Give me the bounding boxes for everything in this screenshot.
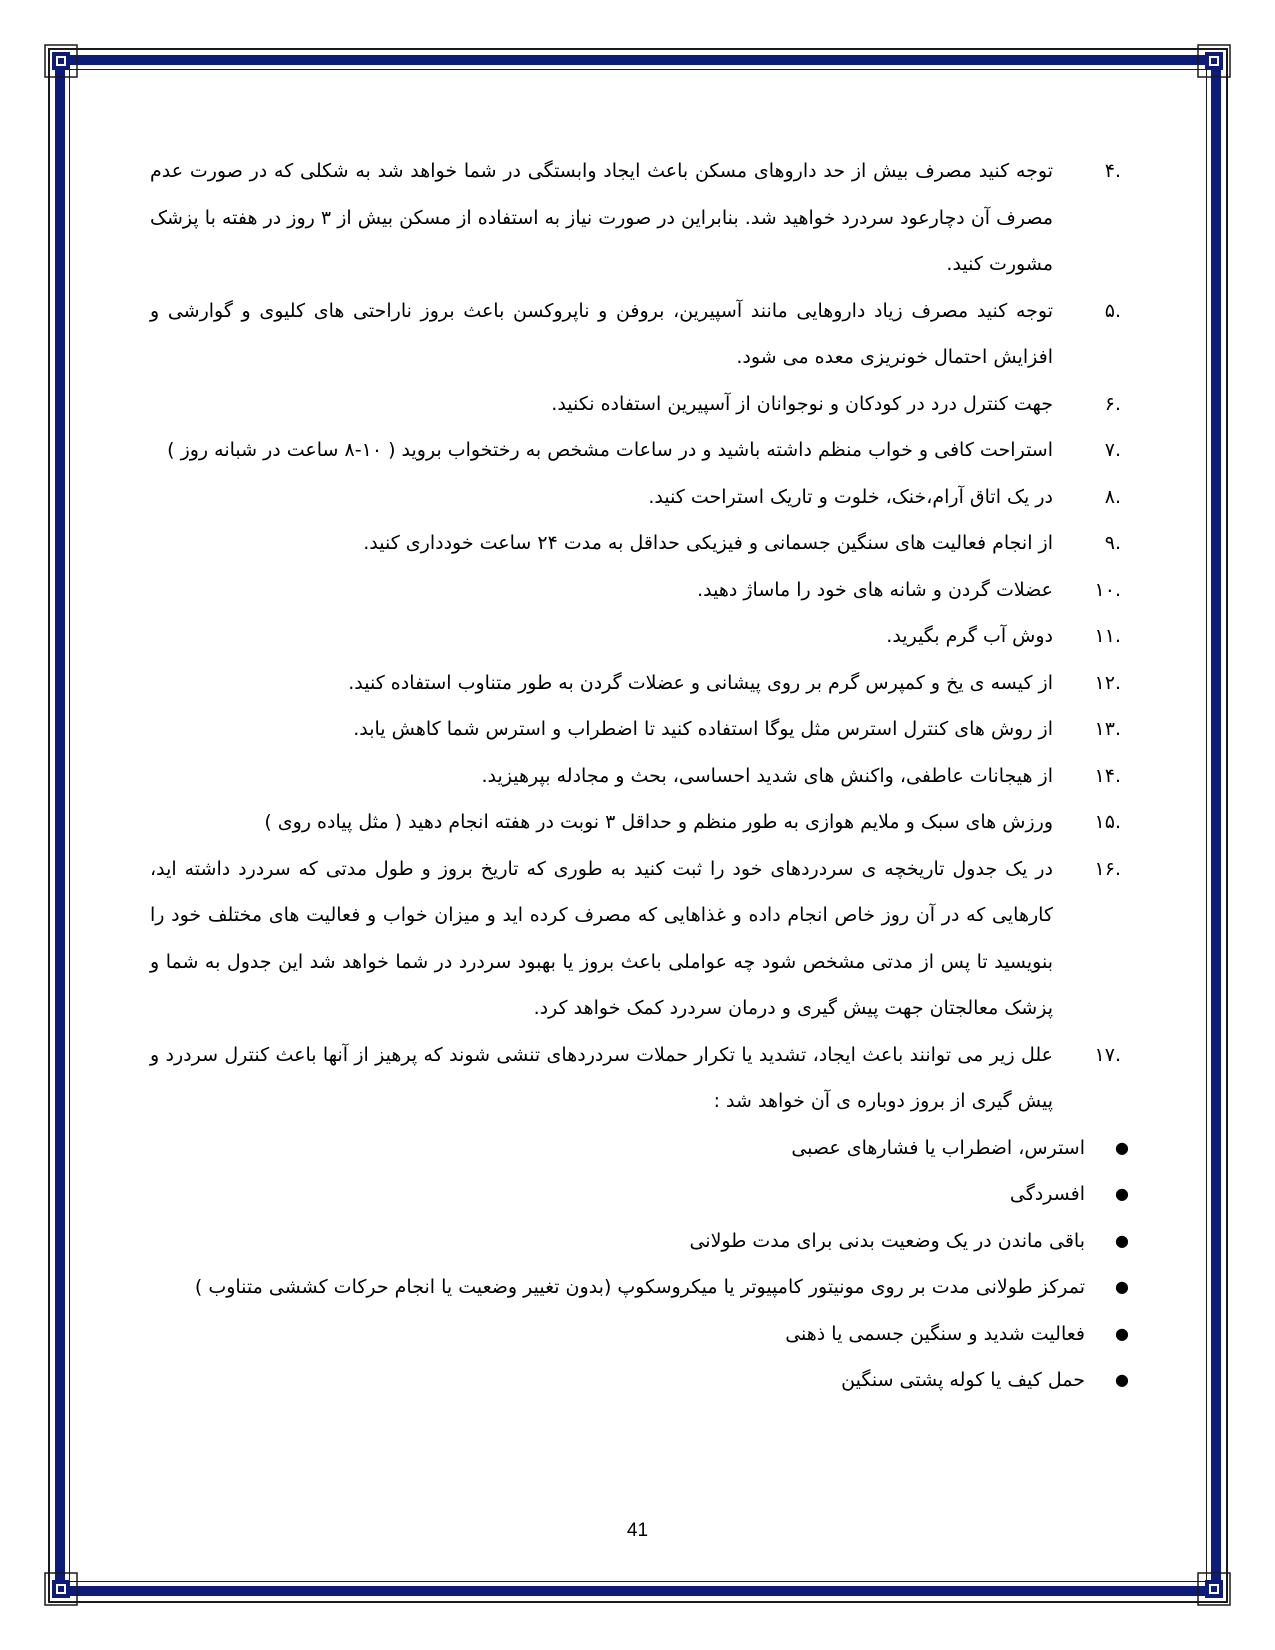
document-body [150, 148, 1129, 1404]
list-item-text: در یک جدول تاریخچه ی سردردهای خود را ثبت کنید به طوری که تاریخ بروز و طول مدتی که سردرد داشته اید، کارهایی که در آن روز خاص انجام داده و غذاهایی که مصرف کرده اید و میزان خواب و فعالیت های مختلف خود را بنویسید تا پس از مدتی مشخص شود چه عواملی باعث بروز یا بهبود سردرد در شما خواهد شد این جدول به شما و پزشک معالجتان جهت پیش گیری و درمان سردرد کمک خواهد کرد. [150, 857, 1053, 1019]
bullet-item-text: استرس، اضطراب یا فشارهای عصبی [791, 1136, 1085, 1159]
list-item-number: .۱۷ [1094, 1043, 1121, 1066]
list-item-text: علل زیر می توانند باعث ایجاد، تشدید یا تکرار حملات سردردهای تنشی شوند که پرهیز از آنها باعث کنترل سردرد و پیش گیری از بروز دوباره ی آن خواهد شد : [150, 1043, 1053, 1112]
list-item [150, 753, 1121, 800]
list-item [150, 381, 1121, 428]
bullet-item-text: فعالیت شدید و سنگین جسمی یا ذهنی [785, 1322, 1085, 1345]
bullet-dot-icon: ● [1115, 1184, 1129, 1203]
list-item-text: عضلات گردن و شانه های خود را ماساژ دهید. [697, 578, 1053, 601]
list-item-text: ورزش های سبک و ملایم هوازی به طور منظم و حداقل ۳ نوبت در هفته انجام دهید ( مثل پیاده روی ) [264, 811, 1053, 833]
bullet-item [150, 1171, 1129, 1218]
border-corner-ornament-icon [1197, 1572, 1231, 1606]
list-item [150, 799, 1121, 846]
bullet-item [150, 1125, 1129, 1172]
list-item-text: توجه کنید مصرف زیاد داروهایی مانند آسپیرین، بروفن و ناپروکسن باعث بروز ناراحتی های کلیوی و گوارشی و افزایش احتمال خونریزی معده می شود. [150, 299, 1053, 368]
border-corner-ornament-icon [44, 1572, 78, 1606]
bullet-dot-icon: ● [1115, 1137, 1129, 1157]
bullet-dot-icon: ● [1115, 1370, 1129, 1389]
bullet-item [150, 1357, 1129, 1404]
list-item-text: از انجام فعالیت های سنگین جسمانی و فیزیکی حداقل به مدت ۲۴ ساعت خودداری کنید. [363, 532, 1053, 554]
list-item [150, 148, 1121, 288]
list-item [150, 427, 1121, 474]
list-item [150, 613, 1121, 660]
bullet-dot-icon: ● [1115, 1323, 1129, 1343]
list-item-number: .۴ [1104, 160, 1121, 182]
list-item-number: .۱۳ [1094, 718, 1121, 740]
list-item-text: از کیسه ی یخ و کمپرس گرم بر روی پیشانی و عضلات گردن به طور متناوب استفاده کنید. [348, 671, 1053, 694]
list-item-text: در یک اتاق آرام،خنک، خلوت و تاریک استراحت کنید. [648, 485, 1053, 508]
bullet-item-text: تمرکز طولانی مدت بر روی مونیتور کامپیوتر یا میکروسکوپ (بدون تغییر وضعیت یا انجام حرکات کششی متناوب ) [194, 1276, 1085, 1298]
list-item [150, 846, 1121, 1032]
bullet-item-text: حمل کیف یا کوله پشتی سنگین [841, 1369, 1085, 1391]
list-item [150, 567, 1121, 614]
list-item-number: .۱۴ [1094, 764, 1121, 787]
list-item-number: .۹ [1104, 532, 1121, 554]
list-item-text: از هیجانات عاطفی، واکنش های شدید احساسی، بحث و مجادله بپرهیزید. [481, 764, 1053, 787]
list-item [150, 288, 1121, 381]
list-item-number: .۱۱ [1094, 625, 1121, 647]
bullet-dot-icon: ● [1115, 1277, 1129, 1296]
list-item-number: .۶ [1104, 392, 1121, 415]
bullet-item-text: افسردگی [1009, 1183, 1085, 1205]
list-item-number: .۷ [1104, 439, 1121, 461]
list-item [150, 660, 1121, 707]
bullet-dot-icon: ● [1115, 1230, 1129, 1250]
bullet-item [150, 1264, 1129, 1311]
border-corner-ornament-icon [1197, 44, 1231, 78]
bullet-item [150, 1218, 1129, 1265]
bullet-item [150, 1311, 1129, 1358]
list-item-number: .۸ [1104, 485, 1121, 508]
list-item-text: استراحت کافی و خواب منظم داشته باشید و در ساعات مشخص به رختخواب بروید ( ۱۰-۸ ساعت در شبانه روز ) [167, 439, 1053, 461]
list-item [150, 1032, 1121, 1125]
list-item-number: .۱۲ [1094, 671, 1121, 694]
list-item-text: دوش آب گرم بگیرید. [886, 625, 1053, 647]
list-item-number: .۱۰ [1094, 578, 1121, 601]
border-corner-ornament-icon [44, 44, 78, 78]
list-item-text: توجه کنید مصرف بیش از حد داروهای مسکن باعث ایجاد وابستگی در شما خواهد شد به شکلی که در صورت عدم مصرف آن دچارعود سردرد خواهید شد. بنابراین در صورت نیاز به استفاده از مسکن بیش از ۳ روز در هفته با پزشک مشورت کنید. [150, 160, 1053, 275]
bullet-item-text: باقی ماندن در یک وضعیت بدنی برای مدت طولانی [689, 1229, 1085, 1252]
list-item-number: .۱۵ [1094, 811, 1121, 833]
list-item-text: از روش های کنترل استرس مثل یوگا استفاده کنید تا اضطراب و استرس شما کاهش یابد. [353, 718, 1053, 740]
page-number: 41 [626, 1520, 649, 1541]
list-item [150, 520, 1121, 567]
list-item [150, 706, 1121, 753]
list-item-number: .۱۶ [1094, 857, 1121, 880]
list-item-text: جهت کنترل درد در کودکان و نوجوانان از آسپیرین استفاده نکنید. [551, 392, 1053, 415]
list-item [150, 474, 1121, 521]
list-item-number: .۵ [1104, 299, 1121, 322]
